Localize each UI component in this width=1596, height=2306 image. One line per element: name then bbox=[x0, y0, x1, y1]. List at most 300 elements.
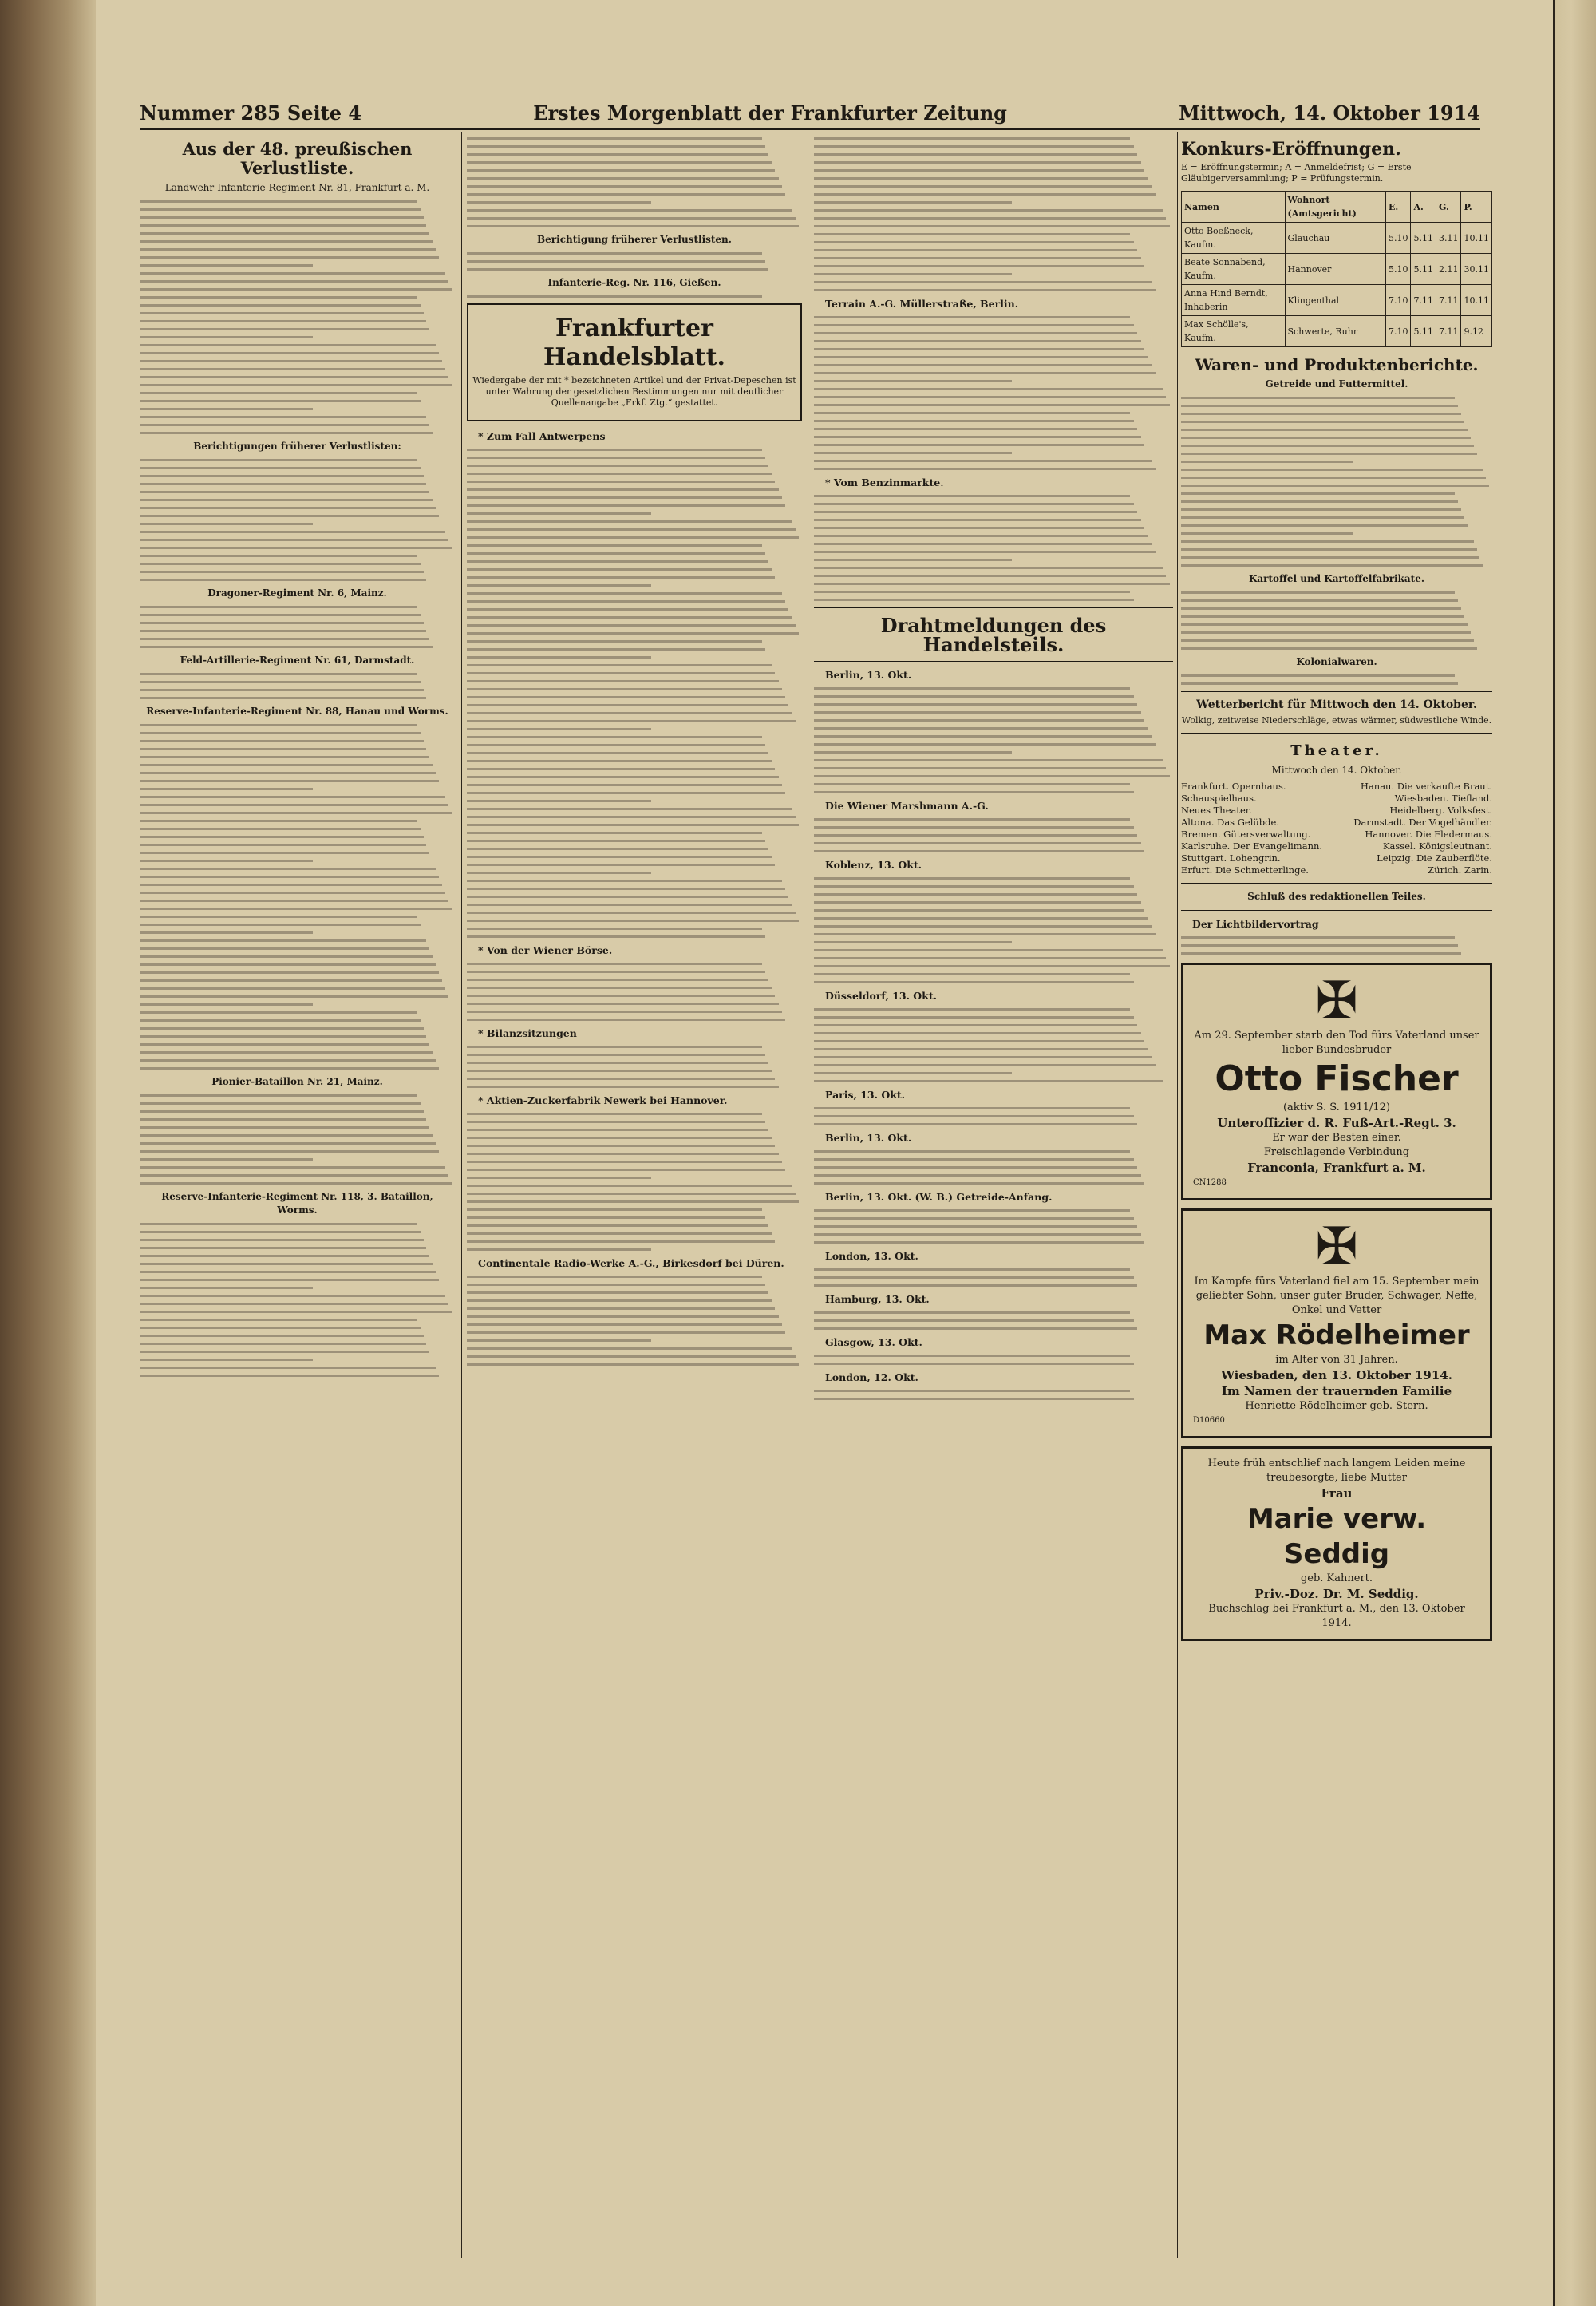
handelsblatt-title: Frankfurter Handelsblatt. bbox=[543, 314, 725, 371]
theater-row bbox=[1181, 829, 1492, 841]
print-line bbox=[140, 673, 417, 675]
print-line bbox=[140, 1367, 436, 1369]
article-heading: * Vom Benzinmarkte. bbox=[825, 477, 944, 488]
print-line bbox=[1181, 548, 1477, 551]
print-line bbox=[814, 153, 1137, 156]
print-line bbox=[467, 784, 782, 786]
print-line bbox=[1181, 674, 1455, 677]
print-line bbox=[467, 856, 772, 858]
print-line bbox=[814, 217, 1166, 220]
print-line bbox=[814, 1284, 1137, 1287]
print-line bbox=[814, 695, 1134, 698]
print-line bbox=[140, 622, 424, 624]
section-heading: Reserve-Infanterie-Regiment Nr. 118, 3. Bataillon, Worms. bbox=[161, 1191, 433, 1216]
print-line bbox=[814, 396, 1166, 398]
article-text-block bbox=[814, 137, 1173, 291]
print-line bbox=[1181, 516, 1464, 519]
print-line bbox=[140, 828, 421, 830]
print-line bbox=[1181, 944, 1458, 947]
print-line bbox=[814, 372, 1156, 374]
print-line bbox=[814, 567, 1163, 569]
obituary-line: Unteroffizier d. R. Fuß-Art.-Regt. 3. bbox=[1217, 1116, 1456, 1130]
print-line bbox=[467, 1137, 772, 1139]
print-line bbox=[814, 1048, 1148, 1050]
print-line bbox=[467, 1307, 775, 1310]
print-line bbox=[467, 153, 768, 156]
print-line bbox=[140, 208, 421, 211]
print-line bbox=[140, 1223, 417, 1225]
theater-entry: Neues Theater. bbox=[1181, 805, 1252, 816]
draht-item-heading: Glasgow, 13. Okt. bbox=[825, 1336, 922, 1348]
print-line bbox=[814, 735, 1152, 738]
table-cell: 5.10 bbox=[1385, 223, 1411, 254]
print-line bbox=[814, 420, 1134, 422]
print-line bbox=[140, 1166, 445, 1169]
draht-text-block bbox=[814, 1390, 1173, 1400]
theater-entry: Karlsruhe. Der Evangelimann. bbox=[1181, 841, 1323, 852]
print-line bbox=[1181, 952, 1461, 955]
print-line bbox=[1181, 429, 1468, 431]
print-line bbox=[140, 1102, 421, 1105]
print-line bbox=[140, 971, 439, 974]
print-line bbox=[467, 752, 768, 754]
print-line bbox=[140, 1051, 433, 1054]
article-text-block bbox=[467, 963, 802, 1021]
print-line bbox=[814, 193, 1156, 196]
print-line bbox=[1181, 524, 1468, 527]
print-line bbox=[814, 281, 1152, 283]
print-line bbox=[140, 987, 445, 990]
print-line bbox=[140, 499, 433, 501]
print-line bbox=[814, 495, 1130, 497]
casualty-list-title: Aus der 48. preußischen Verlustliste. bbox=[182, 139, 413, 178]
print-line bbox=[140, 796, 445, 798]
print-line bbox=[140, 392, 417, 394]
casualty-text-block bbox=[467, 252, 802, 271]
print-line bbox=[1181, 607, 1461, 610]
print-line bbox=[467, 145, 765, 148]
print-line bbox=[140, 1351, 429, 1353]
print-line bbox=[814, 241, 1134, 243]
draht-item-heading: Berlin, 13. Okt. bbox=[825, 669, 912, 681]
print-line bbox=[1181, 485, 1489, 487]
print-line bbox=[467, 1177, 651, 1179]
print-line bbox=[814, 599, 1134, 601]
theater-entry: Heidelberg. Volksfest. bbox=[1389, 805, 1492, 816]
print-line bbox=[467, 1054, 765, 1056]
print-line bbox=[140, 539, 448, 541]
print-line bbox=[467, 568, 772, 571]
table-cell: Schwerte, Ruhr bbox=[1285, 316, 1385, 347]
print-line bbox=[1181, 413, 1461, 415]
print-line bbox=[140, 1003, 313, 1006]
theater-entry: Stuttgart. Lohengrin. bbox=[1181, 852, 1281, 864]
print-line bbox=[140, 963, 436, 966]
print-line bbox=[140, 1019, 421, 1022]
obituary-ref: D10660 bbox=[1193, 1416, 1225, 1425]
print-line bbox=[814, 885, 1134, 888]
table-cell: 3.11 bbox=[1436, 223, 1461, 254]
print-line bbox=[140, 788, 313, 790]
print-line bbox=[467, 1153, 779, 1155]
print-line bbox=[1181, 647, 1477, 650]
print-line bbox=[467, 848, 768, 850]
print-line bbox=[467, 1232, 772, 1235]
print-line bbox=[467, 1339, 651, 1342]
divider bbox=[1181, 883, 1492, 884]
print-line bbox=[140, 304, 421, 307]
page-header bbox=[140, 89, 1480, 130]
divider bbox=[814, 607, 1173, 608]
print-line bbox=[467, 137, 762, 140]
print-line bbox=[1181, 623, 1468, 626]
obituary-line: Er war der Besten einer. bbox=[1272, 1132, 1401, 1144]
section-heading: Feld-Artillerie-Regiment Nr. 61, Darmstadt. bbox=[180, 655, 415, 666]
print-line bbox=[814, 543, 1152, 545]
casualty-text-block bbox=[140, 459, 455, 581]
print-line bbox=[140, 732, 421, 734]
print-line bbox=[140, 360, 442, 362]
obituary-name: Max Rödelheimer bbox=[1203, 1319, 1470, 1351]
table-cell: Hannover bbox=[1285, 254, 1385, 285]
table-cell: 5.10 bbox=[1385, 254, 1411, 285]
print-line bbox=[467, 177, 779, 180]
draht-item-heading: London, 13. Okt. bbox=[825, 1250, 918, 1262]
print-line bbox=[140, 638, 429, 640]
print-line bbox=[140, 892, 445, 894]
section-heading: Getreide und Futtermittel. bbox=[1265, 378, 1408, 390]
print-line bbox=[467, 872, 651, 874]
print-line bbox=[140, 264, 313, 267]
theater-row bbox=[1181, 793, 1492, 805]
table-cell: Anna Hind Berndt, Inhaberin bbox=[1182, 285, 1286, 316]
print-line bbox=[814, 428, 1137, 430]
print-line bbox=[140, 1247, 426, 1249]
print-line bbox=[467, 504, 785, 507]
print-line bbox=[814, 444, 1144, 446]
print-line bbox=[467, 1323, 782, 1326]
print-line bbox=[140, 836, 424, 838]
casualty-text-block bbox=[140, 724, 455, 1070]
print-line bbox=[814, 687, 1130, 690]
print-line bbox=[814, 818, 1130, 821]
print-line bbox=[467, 880, 782, 882]
print-line bbox=[1181, 936, 1455, 939]
print-line bbox=[814, 551, 1156, 553]
print-line bbox=[140, 1027, 424, 1030]
print-line bbox=[814, 233, 1130, 235]
print-line bbox=[467, 1121, 765, 1123]
print-line bbox=[140, 995, 448, 998]
print-line bbox=[467, 1113, 762, 1115]
print-line bbox=[1181, 682, 1458, 685]
print-line bbox=[140, 200, 417, 203]
theater-title: Theater. bbox=[1290, 742, 1383, 759]
print-line bbox=[467, 1331, 785, 1334]
obituary-title: Frau bbox=[1321, 1486, 1353, 1501]
print-line bbox=[140, 224, 426, 227]
print-line bbox=[140, 756, 429, 758]
print-line bbox=[467, 696, 785, 698]
column-header: G. bbox=[1436, 192, 1461, 223]
print-line bbox=[814, 1158, 1134, 1161]
print-line bbox=[814, 893, 1137, 896]
print-line bbox=[814, 225, 1170, 227]
print-line bbox=[467, 1062, 768, 1064]
print-line bbox=[467, 1208, 762, 1211]
lecture-notice: Der Lichtbildervortrag bbox=[1192, 918, 1319, 930]
print-line bbox=[140, 531, 445, 533]
print-line bbox=[140, 1067, 439, 1070]
column-markets-notices bbox=[1181, 132, 1492, 2258]
notice-text-block bbox=[1181, 936, 1492, 955]
print-line bbox=[467, 1070, 772, 1072]
print-line bbox=[140, 400, 421, 402]
print-line bbox=[814, 332, 1137, 334]
print-line bbox=[467, 1185, 792, 1187]
print-line bbox=[814, 1032, 1141, 1034]
print-line bbox=[140, 1043, 429, 1046]
table-cell: 7.11 bbox=[1411, 285, 1436, 316]
print-line bbox=[814, 1080, 1163, 1082]
print-line bbox=[140, 630, 426, 632]
print-line bbox=[1181, 532, 1353, 535]
column-header: A. bbox=[1411, 192, 1436, 223]
print-line bbox=[140, 336, 313, 338]
obituary-intro: Im Kampfe fürs Vaterland fiel am 15. September mein geliebter Sohn, unser guter Bruder, Schwager, Neffe, Onkel und Vetter bbox=[1194, 1276, 1479, 1316]
print-line bbox=[467, 979, 768, 981]
print-line bbox=[140, 240, 433, 243]
print-line bbox=[814, 759, 1163, 761]
print-line bbox=[1181, 564, 1483, 567]
waren-title: Waren- und Produktenberichte. bbox=[1195, 355, 1479, 374]
print-line bbox=[140, 1150, 439, 1153]
issue-date: Mittwoch, 14. Oktober 1914 bbox=[1179, 101, 1480, 125]
print-line bbox=[467, 457, 765, 459]
article-heading: * Bilanzsitzungen bbox=[478, 1027, 577, 1039]
print-line bbox=[814, 1398, 1134, 1400]
section-heading: Infanterie-Reg. Nr. 116, Gießen. bbox=[547, 277, 721, 288]
print-line bbox=[467, 496, 782, 499]
print-line bbox=[467, 704, 788, 706]
theater-entry: Wiesbaden. Tiefland. bbox=[1394, 793, 1492, 804]
market-text-block bbox=[1181, 397, 1492, 567]
print-line bbox=[814, 901, 1141, 904]
print-line bbox=[467, 928, 762, 930]
print-line bbox=[814, 965, 1170, 967]
print-line bbox=[140, 876, 439, 878]
print-line bbox=[814, 559, 1012, 561]
print-line bbox=[140, 432, 433, 434]
print-line bbox=[467, 720, 796, 722]
casualty-text-block bbox=[140, 1223, 455, 1377]
print-line bbox=[467, 1019, 785, 1021]
print-line bbox=[467, 648, 765, 651]
column-header: Namen bbox=[1182, 192, 1286, 223]
issue-number: Nummer 285 Seite 4 bbox=[140, 101, 362, 125]
article-heading: Continentale Radio-Werke A.-G., Birkesdorf bei Düren. bbox=[478, 1257, 784, 1269]
print-line bbox=[467, 776, 779, 778]
obituary-ref: CN1288 bbox=[1193, 1178, 1227, 1187]
column-rule bbox=[461, 132, 462, 2258]
print-line bbox=[814, 364, 1152, 366]
print-line bbox=[814, 1115, 1134, 1117]
print-line bbox=[467, 161, 772, 164]
print-line bbox=[814, 1390, 1130, 1392]
print-line bbox=[814, 1123, 1137, 1125]
print-line bbox=[814, 177, 1148, 180]
column-header: P. bbox=[1461, 192, 1492, 223]
print-line bbox=[467, 624, 796, 627]
facing-page-edge bbox=[1553, 0, 1596, 2306]
print-line bbox=[140, 868, 436, 870]
print-line bbox=[140, 820, 417, 822]
print-line bbox=[467, 252, 762, 255]
draht-text-block bbox=[814, 1150, 1173, 1185]
section-heading: Kolonialwaren. bbox=[1296, 656, 1377, 667]
print-line bbox=[140, 1319, 417, 1321]
print-line bbox=[140, 908, 452, 910]
weather-text: Wolkig, zeitweise Niederschläge, etwas wärmer, südwestliche Winde. bbox=[1181, 715, 1492, 726]
print-line bbox=[140, 772, 436, 774]
print-line bbox=[467, 712, 792, 714]
print-line bbox=[467, 632, 799, 635]
print-line bbox=[140, 507, 436, 509]
print-line bbox=[814, 535, 1148, 537]
print-line bbox=[467, 544, 762, 547]
draht-item-heading: London, 12. Okt. bbox=[825, 1371, 918, 1383]
casualty-text-block bbox=[467, 137, 802, 227]
theater-entry: Bremen. Gütersverwaltung. bbox=[1181, 829, 1311, 840]
column-drahtmeldungen bbox=[814, 132, 1173, 2258]
print-line bbox=[140, 860, 313, 862]
print-line bbox=[814, 842, 1141, 844]
print-line bbox=[1181, 445, 1474, 447]
print-line bbox=[140, 947, 429, 950]
print-line bbox=[467, 672, 775, 674]
print-line bbox=[467, 1248, 651, 1251]
table-cell: 2.11 bbox=[1436, 254, 1461, 285]
obituary-line: Henriette Rödelheimer geb. Stern. bbox=[1245, 1400, 1428, 1412]
divider bbox=[1181, 733, 1492, 734]
print-line bbox=[140, 1359, 313, 1361]
print-line bbox=[814, 1064, 1156, 1066]
draht-item-heading: Hamburg, 13. Okt. bbox=[825, 1293, 930, 1305]
print-line bbox=[140, 523, 313, 525]
obituary-intro: Heute früh entschlief nach langem Leiden meine treubesorgte, liebe Mutter bbox=[1207, 1458, 1466, 1484]
print-line bbox=[467, 528, 796, 531]
print-line bbox=[1181, 631, 1471, 634]
print-line bbox=[467, 260, 765, 263]
print-line bbox=[814, 161, 1141, 164]
print-line bbox=[467, 473, 772, 475]
print-line bbox=[814, 404, 1170, 406]
print-line bbox=[467, 736, 762, 738]
article-heading: * Von der Wiener Börse. bbox=[478, 944, 613, 956]
print-line bbox=[1181, 500, 1458, 503]
print-line bbox=[814, 711, 1141, 714]
print-line bbox=[1181, 477, 1486, 479]
table-cell: Glauchau bbox=[1285, 223, 1385, 254]
obituary-line: geb. Kahnert. bbox=[1300, 1572, 1373, 1584]
print-line bbox=[140, 216, 424, 219]
iron-cross-icon: ✠ bbox=[1315, 971, 1358, 1030]
print-line bbox=[814, 1233, 1141, 1236]
obituary-intro: Am 29. September starb den Tod fürs Vaterland unser lieber Bundesbruder bbox=[1194, 1030, 1479, 1056]
print-line bbox=[467, 449, 762, 451]
print-line bbox=[814, 460, 1152, 462]
print-line bbox=[467, 209, 792, 212]
obituary-name: Marie verw. Seddig bbox=[1246, 1503, 1427, 1570]
print-line bbox=[467, 536, 799, 539]
table-cell: 7.10 bbox=[1385, 316, 1411, 347]
print-line bbox=[140, 555, 417, 557]
theater-entry: Hanau. Die verkaufte Braut. bbox=[1360, 781, 1492, 792]
print-line bbox=[467, 912, 796, 914]
print-line bbox=[140, 804, 448, 806]
konkurs-title: Konkurs-Eröffnungen. bbox=[1181, 139, 1401, 160]
print-line bbox=[814, 1209, 1130, 1212]
handelsblatt-note: Wiedergabe der mit * bezeichneten Artikel und der Privat-Depeschen ist unter Wahrung der gesetzlichen Bestimmungen nur mit deutlicher Quellenangabe „Frkf. Ztg.“ gestattet. bbox=[472, 375, 796, 408]
article-heading: * Aktien-Zuckerfabrik Newerk bei Hannover. bbox=[478, 1094, 728, 1106]
table-cell: 10.11 bbox=[1461, 223, 1492, 254]
print-line bbox=[467, 481, 775, 483]
print-line bbox=[140, 1335, 424, 1337]
print-line bbox=[467, 963, 762, 965]
print-line bbox=[814, 591, 1130, 593]
obituary-line: Franconia, Frankfurt a. M. bbox=[1247, 1161, 1426, 1175]
print-line bbox=[467, 664, 772, 666]
print-line bbox=[467, 1129, 768, 1131]
print-line bbox=[140, 328, 429, 330]
print-line bbox=[467, 1284, 765, 1286]
print-line bbox=[140, 812, 452, 814]
table-header-row bbox=[1182, 192, 1492, 223]
print-line bbox=[814, 289, 1156, 291]
print-line bbox=[140, 939, 426, 942]
table-row bbox=[1182, 254, 1492, 285]
section-heading: Dragoner-Regiment Nr. 6, Mainz. bbox=[207, 587, 387, 599]
print-line bbox=[467, 1161, 782, 1163]
print-line bbox=[814, 519, 1141, 521]
casualty-text-block bbox=[467, 295, 802, 298]
print-line bbox=[467, 488, 779, 491]
print-line bbox=[814, 941, 1012, 943]
column-casualty-list bbox=[140, 132, 455, 2258]
print-line bbox=[467, 1011, 782, 1013]
print-line bbox=[140, 1174, 448, 1177]
table-cell: 7.11 bbox=[1436, 285, 1461, 316]
theater-row bbox=[1181, 805, 1492, 817]
article-text-block bbox=[814, 316, 1173, 470]
draht-item-heading: Koblenz, 13. Okt. bbox=[825, 859, 922, 871]
print-line bbox=[814, 1107, 1130, 1109]
theater-entry: Hannover. Die Fledermaus. bbox=[1365, 829, 1492, 840]
print-line bbox=[1181, 461, 1353, 463]
print-line bbox=[814, 743, 1156, 746]
table-cell: Otto Boeßneck, Kaufm. bbox=[1182, 223, 1286, 254]
theater-entry: Kassel. Königsleutnant. bbox=[1382, 841, 1492, 852]
print-line bbox=[140, 579, 426, 581]
print-line bbox=[467, 217, 796, 220]
print-line bbox=[140, 1134, 433, 1137]
print-line bbox=[140, 931, 313, 934]
print-line bbox=[467, 1291, 768, 1294]
print-line bbox=[140, 1239, 424, 1241]
print-line bbox=[140, 1279, 439, 1281]
print-line bbox=[467, 1363, 799, 1366]
print-line bbox=[140, 408, 313, 410]
